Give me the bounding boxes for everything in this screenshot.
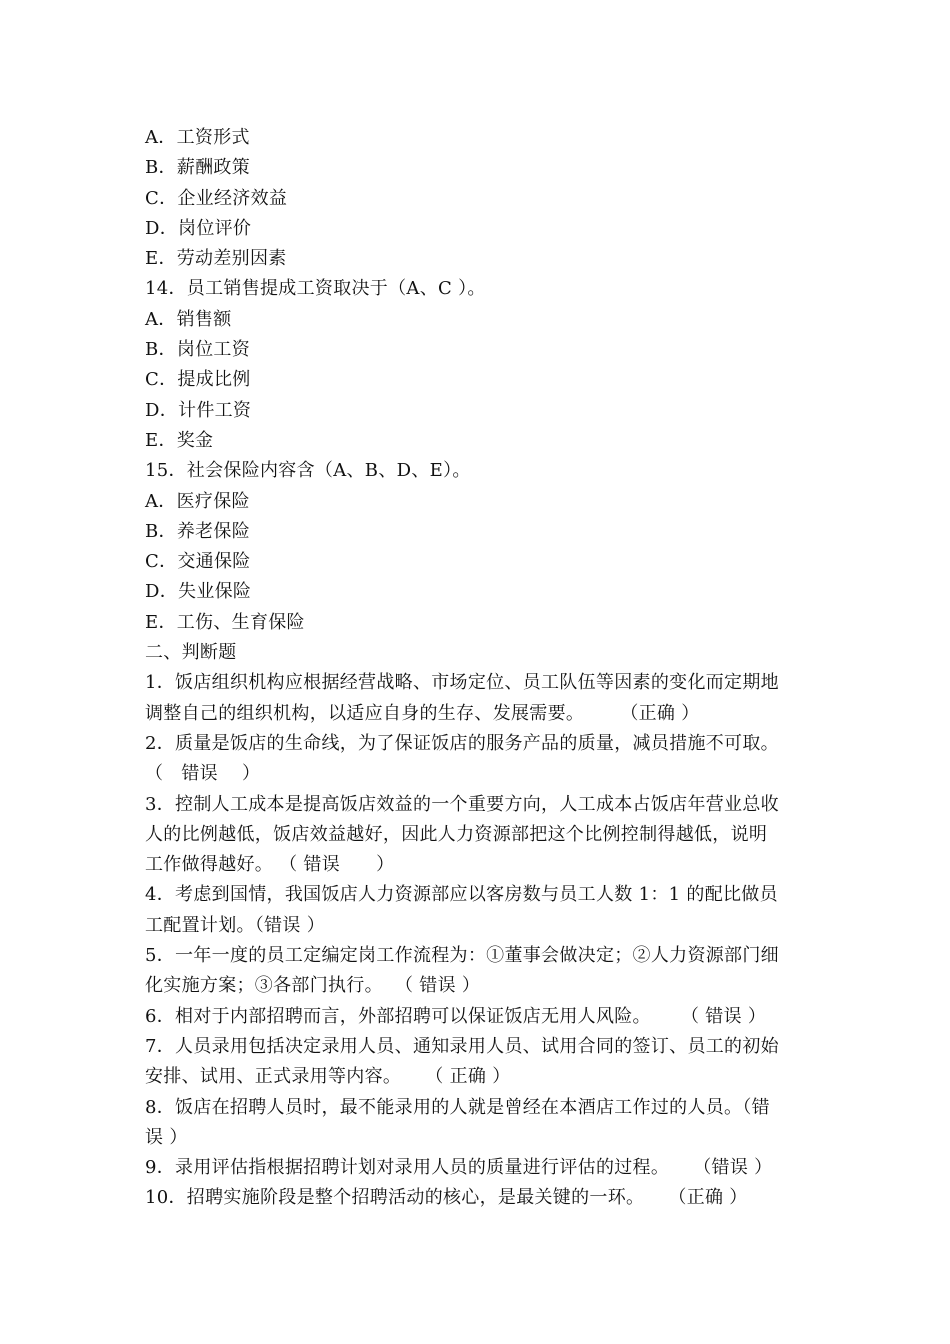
option-line: A．销售额 [145, 308, 232, 330]
option-line: A．工资形式 [145, 127, 250, 148]
judgment-line: 化实施方案；③各部门执行。 （ 错误 ） [145, 975, 481, 997]
option-line: D．岗位评价 [145, 217, 252, 239]
judgment-line: 10．招聘实施阶段是整个招聘活动的核心，是最关键的一环。 （正确 ） [145, 1187, 748, 1209]
judgment-line: 1．饭店组织机构应根据经营战略、市场定位、员工队伍等因素的变化而定期地 [145, 672, 779, 694]
judgment-line: 6．相对于内部招聘而言，外部招聘可以保证饭店无用人风险。 （ 错误 ） [145, 1005, 767, 1027]
judgment-line: 8．饭店在招聘人员时，最不能录用的人就是曾经在本酒店工作过的人员。（错 [145, 1096, 770, 1118]
judgment-line: 人的比例越低，饭店效益越好，因此人力资源部把这个比例控制得越低，说明 [145, 823, 768, 845]
section-heading: 二、判断题 [145, 642, 237, 664]
option-line: C．交通保险 [145, 551, 251, 573]
judgment-line: 误 ） [145, 1126, 188, 1148]
option-line: B．养老保险 [145, 520, 251, 542]
judgment-line: 5．一年一度的员工定编定岗工作流程为：①董事会做决定；②人力资源部门细 [145, 945, 779, 967]
judgment-line: 9．录用评估指根据招聘计划对录用人员的质量进行评估的过程。 （错误 ） [145, 1157, 773, 1179]
option-line: E．奖金 [145, 429, 214, 451]
judgment-line: 工配置计划。（错误 ） [145, 914, 326, 936]
option-line: D．计件工资 [145, 399, 252, 421]
judgment-line: 4．考虑到国情，我国饭店人力资源部应以客房数与员工人数 1：1 的配比做员 [145, 884, 778, 906]
option-line: E．劳动差别因素 [145, 248, 287, 270]
question-13-options [145, 123, 810, 274]
option-line: C．企业经济效益 [145, 187, 288, 209]
option-line: E．工伤、生育保险 [145, 611, 305, 633]
option-line: C．提成比例 [145, 369, 251, 391]
question-stem: 15．社会保险内容含（A、B、D、E）。 [145, 460, 471, 482]
question-stem: 14．员工销售提成工资取决于（A、C ）。 [145, 278, 486, 300]
judgment-line: 2．质量是饭店的生命线，为了保证饭店的服务产品的质量，减员措施不可取。 [145, 732, 779, 754]
option-line: A．医疗保险 [145, 490, 250, 512]
question-14 [145, 274, 810, 456]
judgment-line: （ 错误 ） [145, 763, 261, 785]
judgment-line: 7．人员录用包括决定录用人员、通知录用人员、试用合同的签订、员工的初始 [145, 1035, 779, 1057]
judgment-line: 工作做得越好。 （ 错误 ） [145, 854, 395, 876]
option-line: D．失业保险 [145, 581, 252, 603]
question-15 [145, 456, 810, 638]
judgment-line: 安排、试用、正式录用等内容。 （ 正确 ） [145, 1066, 511, 1088]
option-line: B．岗位工资 [145, 339, 251, 361]
judgment-line: 调整自己的组织机构，以适应自身的生存、发展需要。 （正确 ） [145, 702, 700, 724]
judgment-questions [145, 668, 810, 1213]
document-body [145, 123, 810, 1214]
option-line: B．薪酬政策 [145, 157, 251, 179]
judgment-line: 3．控制人工成本是提高饭店效益的一个重要方向，人工成本占饭店年营业总收 [145, 793, 779, 815]
